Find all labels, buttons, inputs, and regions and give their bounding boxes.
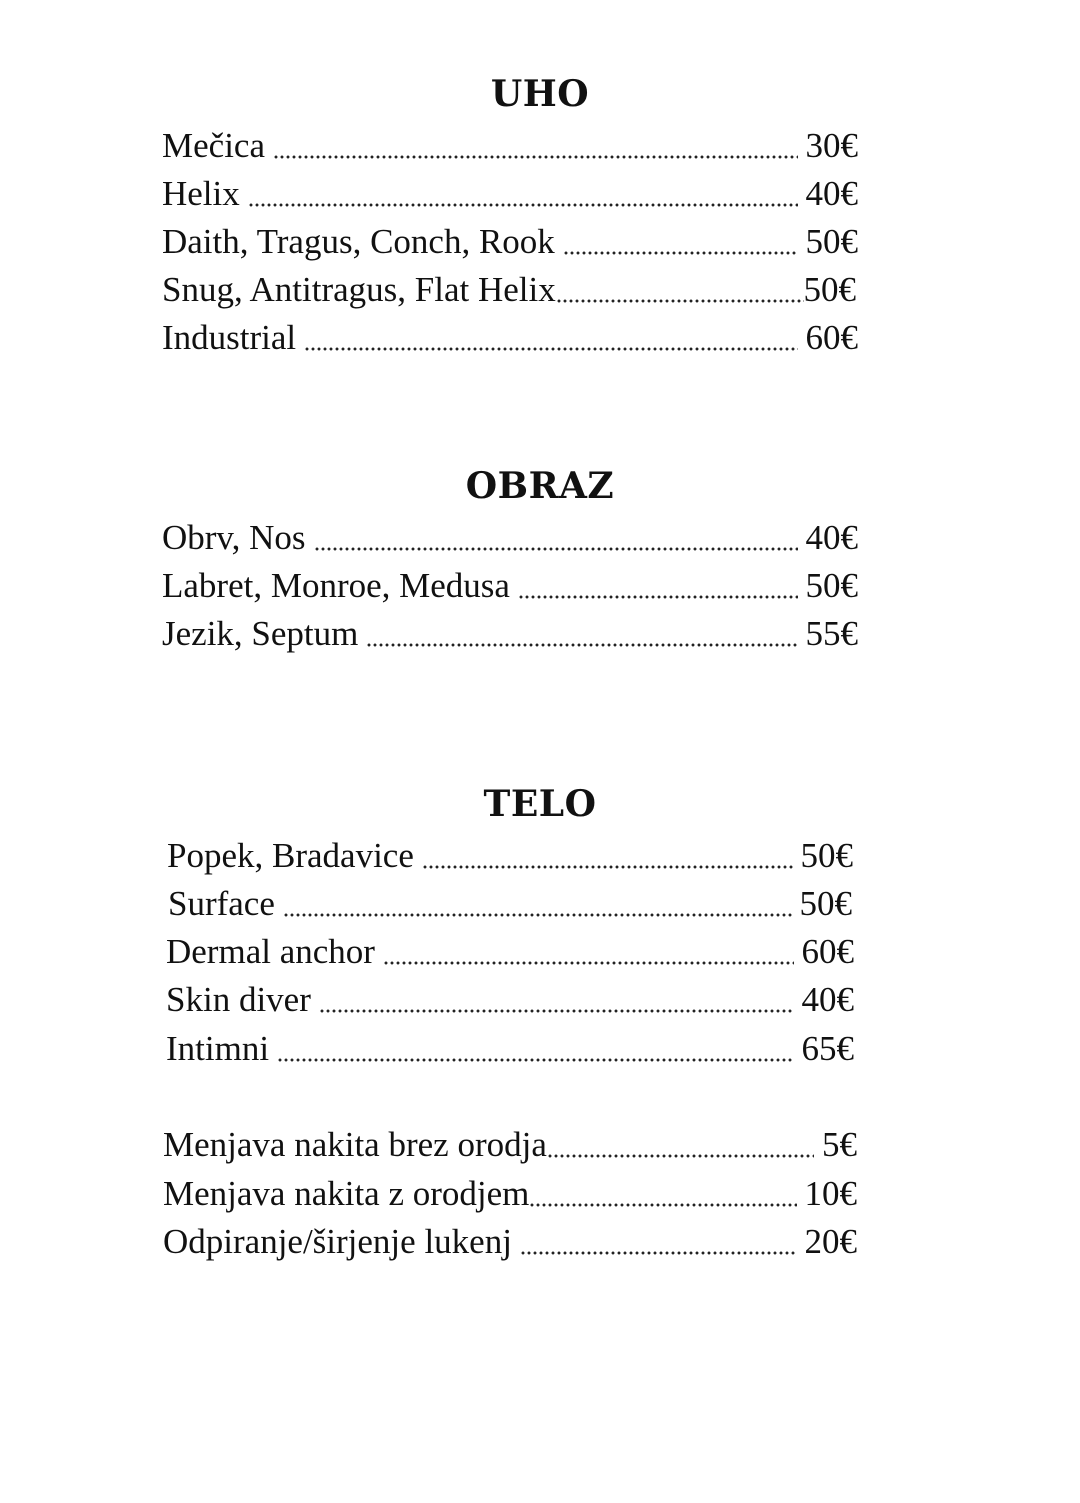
item-name: Helix [162,174,240,213]
item-name: Popek, Bradavice [167,836,414,875]
item-price: 40€ [801,980,854,1019]
item-name: Mečica [162,126,265,165]
section-title-telo: TELO [483,783,597,825]
price-row [162,268,856,312]
price-row [162,516,858,560]
price-row [162,124,858,168]
dot-leader [518,570,798,600]
item-name: Daith, Tragus, Conch, Rook [162,222,555,261]
price-row [166,1027,854,1071]
price-row [163,1220,857,1264]
dot-leader [319,984,794,1014]
section-title-uho: UHO [490,73,590,115]
dot-leader [556,274,804,304]
item-name: Jezik, Septum [162,614,359,653]
item-price: 60€ [801,932,854,971]
item-price: 50€ [799,884,852,923]
dot-leader [304,322,797,352]
price-row [163,1172,857,1216]
section-title-obraz: OBRAZ [465,465,615,507]
price-row [163,1123,857,1167]
dot-leader [563,226,798,256]
item-name: Labret, Monroe, Medusa [162,566,510,605]
item-name: Odpiranje/širjenje lukenj [163,1222,512,1261]
item-price: 10€ [804,1174,857,1213]
item-name: Snug, Antitragus, Flat Helix [162,270,556,309]
dot-leader [248,178,798,208]
dot-leader [277,1033,793,1063]
item-price: 55€ [805,614,858,653]
item-price: 50€ [803,270,856,309]
dot-leader [383,936,794,966]
price-row [162,612,858,656]
item-name: Intimni [166,1029,270,1068]
item-name: Menjava nakita brez orodja [163,1125,547,1164]
item-price: 40€ [805,518,858,557]
dot-leader [366,618,797,648]
item-price: 65€ [801,1029,854,1068]
item-price: 40€ [805,174,858,213]
item-name: Menjava nakita z orodjem [163,1174,530,1213]
price-row [167,834,853,878]
item-price: 60€ [805,318,858,357]
price-row [166,978,854,1022]
item-name: Skin diver [166,980,311,1019]
item-price: 30€ [805,126,858,165]
item-price: 50€ [800,836,853,875]
price-row [168,882,852,926]
dot-leader [314,522,798,552]
price-row [162,564,858,608]
price-row [162,220,858,264]
item-price: 50€ [805,222,858,261]
dot-leader [520,1226,797,1256]
item-price: 5€ [822,1125,857,1164]
item-name: Obrv, Nos [162,518,306,557]
item-name: Dermal anchor [166,932,375,971]
dot-leader [283,888,792,918]
dot-leader [422,840,793,870]
item-name: Industrial [162,318,297,357]
price-row [166,930,854,974]
price-row [162,316,858,360]
item-price: 20€ [804,1222,857,1261]
price-row [162,172,858,216]
dot-leader [547,1129,814,1159]
item-price: 50€ [805,566,858,605]
dot-leader [529,1178,796,1208]
item-name: Surface [168,884,275,923]
dot-leader [273,130,798,160]
